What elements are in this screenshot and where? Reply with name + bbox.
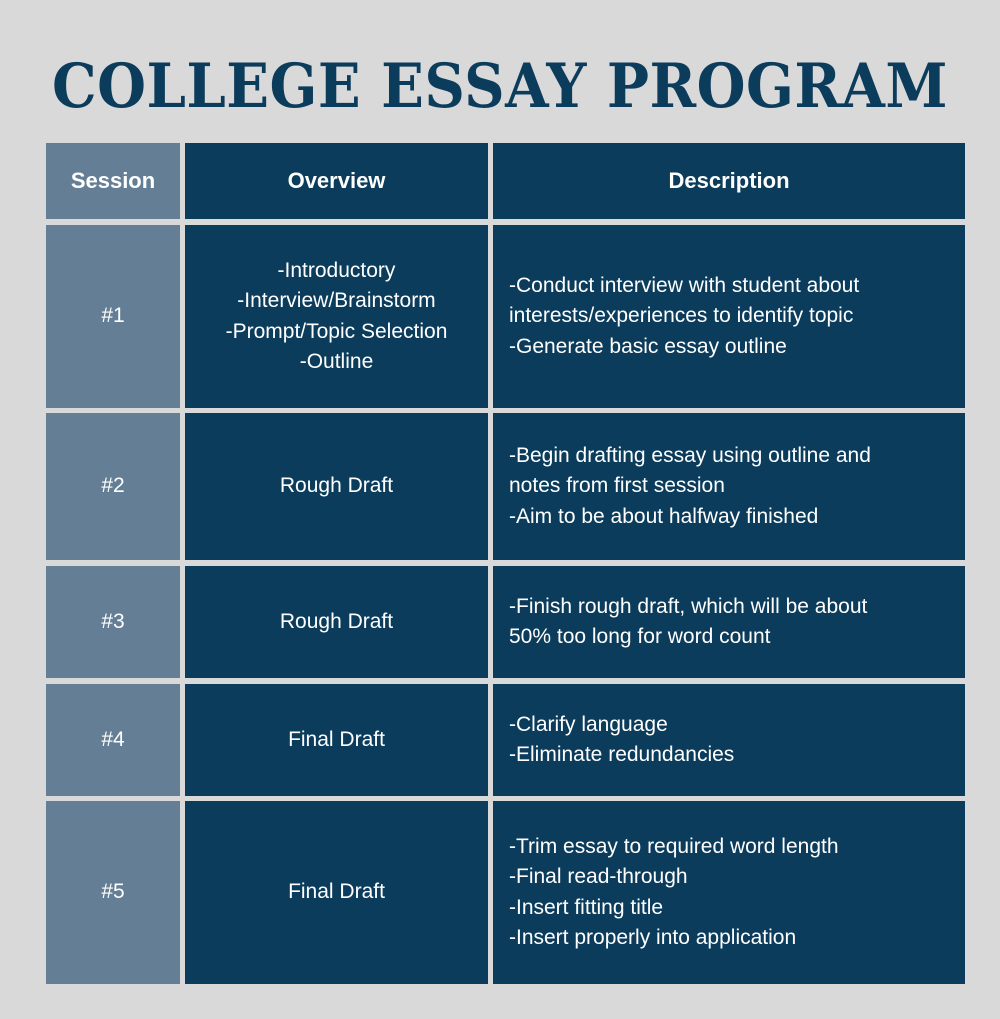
overview-line: Final Draft (288, 727, 385, 751)
page-title: COLLEGE ESSAY PROGRAM (51, 51, 949, 122)
session-overview (185, 413, 488, 560)
description-line: -Insert fitting title (509, 895, 664, 919)
description-line: -Insert properly into application (509, 926, 797, 949)
overview-line: -Outline (299, 350, 374, 373)
session-description (493, 566, 965, 678)
description-line: 50% too long for word count (509, 625, 771, 648)
overview-line: -Introductory (277, 258, 396, 282)
description-line: -Generate basic essay outline (509, 334, 787, 358)
session-description (493, 684, 965, 796)
description-line: -Aim to be about halfway finished (509, 504, 819, 528)
description-line: -Finish rough draft, which will be about (509, 594, 868, 618)
description-line: -Clarify language (509, 712, 668, 736)
overview-line: -Interview/Brainstorm (237, 289, 436, 312)
session-number: #1 (46, 225, 180, 408)
description-line: -Begin drafting essay using outline and (509, 443, 871, 467)
description-line: -Conduct interview with student about (509, 273, 860, 297)
overview-line: Rough Draft (279, 474, 394, 498)
description-line: -Eliminate redundancies (509, 743, 735, 766)
description-line: interests/experiences to identify topic (509, 304, 854, 328)
session-description (493, 225, 965, 408)
session-description (493, 413, 965, 560)
session-description (493, 801, 965, 984)
overview-line: Final Draft (288, 880, 385, 904)
session-overview (185, 225, 488, 408)
session-number: #4 (46, 684, 180, 796)
description-line: -Trim essay to required word length (509, 834, 839, 858)
session-number: #3 (46, 566, 180, 678)
session-number: #5 (46, 801, 180, 984)
description-line: -Final read-through (509, 865, 688, 888)
session-overview (185, 801, 488, 984)
overview-line: -Prompt/Topic Selection (225, 319, 448, 343)
header-description: Description (493, 143, 965, 219)
session-overview (185, 684, 488, 796)
description-line: notes from first session (509, 474, 725, 498)
header-session: Session (46, 143, 180, 219)
overview-line: Rough Draft (279, 609, 394, 633)
session-overview (185, 566, 488, 678)
session-number: #2 (46, 413, 180, 560)
header-overview: Overview (185, 143, 488, 219)
